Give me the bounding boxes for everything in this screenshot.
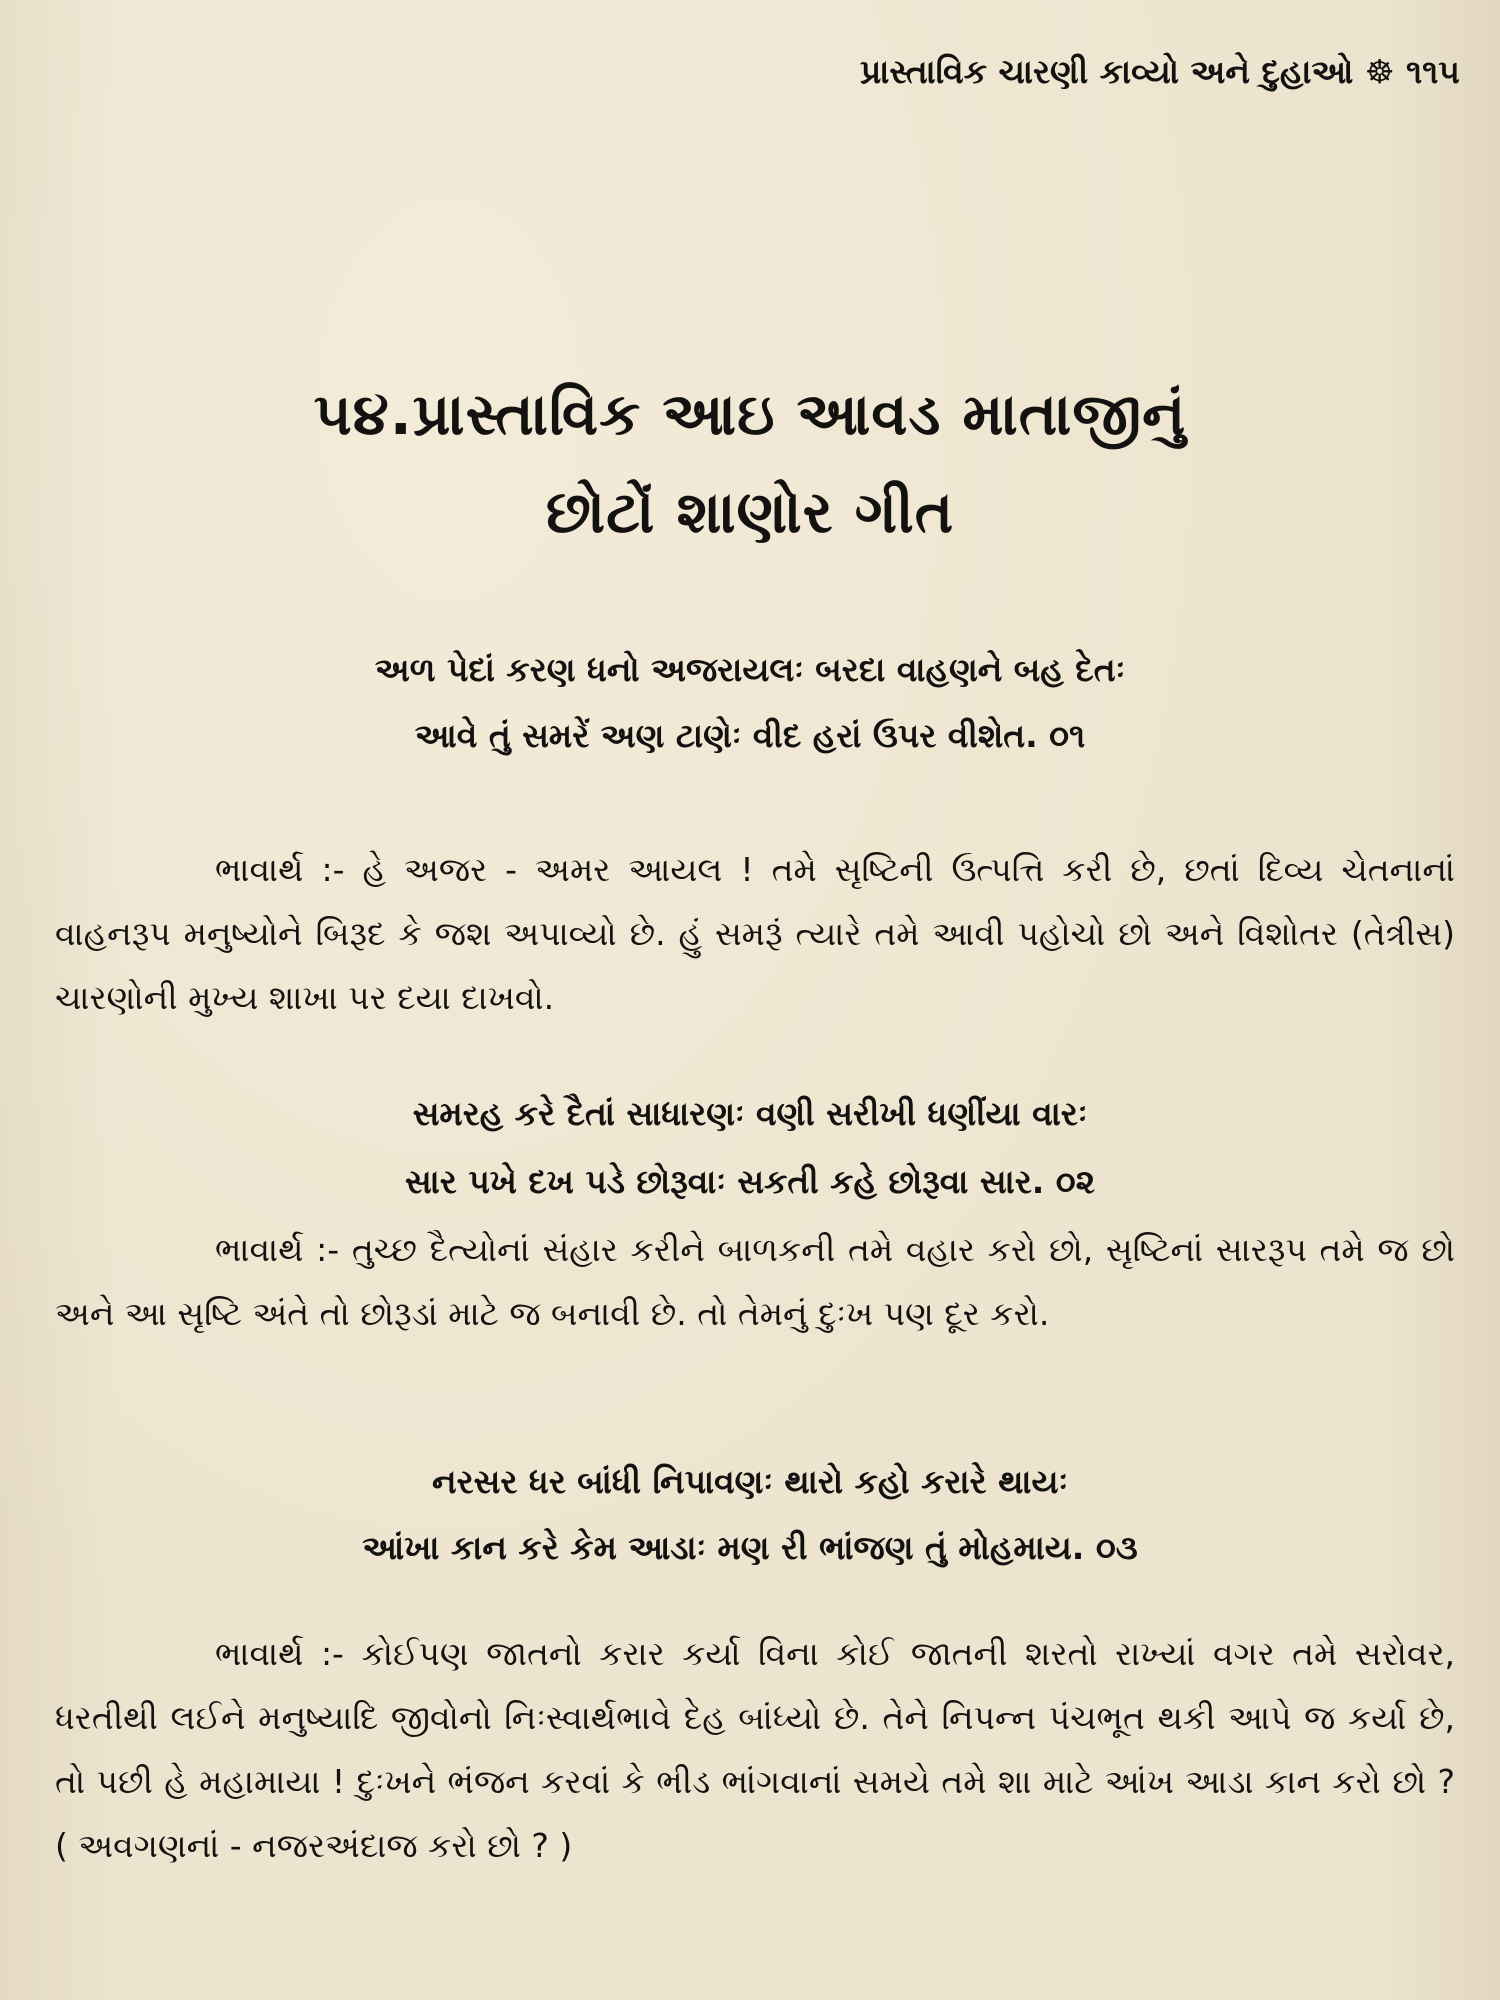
meaning-1: ભાવાર્થ :- હે અજર - અમર આયલ ! તમે સૃષ્ટિની ઉત્પત્તિ કરી છે, છતાં દિવ્ય ચેતનાનાં વાહનરૂપ મનુષ્યોને બિરૂદ કે જશ અપાવ્યો છે. હું સમરૂં ત્યારે તમે આવી પહોચો છો અને વિશોતર (તેત્રીસ) ચારણોની મુખ્ય શાખા પર દયા દાખવો. — [55, 850, 1455, 1017]
meaning-2: ભાવાર્થ :- તુચ્છ દૈત્યોનાં સંહાર કરીને બાળકની તમે વહાર કરો છો, સૃષ્ટિનાં સારરૂપ તમે જ છો અને આ સૃષ્ટિ અંતે તો છોરૂડાં માટે જ બનાવી છે. તો તેમનું દુઃખ પણ દૂર કરો. — [55, 1230, 1455, 1333]
chapter-title-line-2: છોટોં શાણોર ગીત — [545, 478, 955, 546]
chapter-title-line-1: ૫૪.પ્રાસ્તાવિક આઇ આવડ માતાજીનું — [313, 380, 1187, 448]
meaning-3: ભાવાર્થ :- કોઈપણ જાતનો કરાર કર્યા વિના કોઈ જાતની શરતો રાખ્યાં વગર તમે સરોવર, ધરતીથી લઈને મનુષ્યાદિ જીવોનો નિઃસ્વાર્થભાવે દેહ બાંધ્યો છે. તેને નિપન્ન પંચભૂત થકી આપે જ કર્યા છે, તો પછી હે મહામાયા ! દુઃખને ભંજન કરવાં કે ભીડ ભાંગવાનાં સમયે તમે શા માટે આંખ આડા કાન કરો છો ? ( અવગણનાં - નજરઅંદાજ કરો છો ? ) — [55, 1634, 1455, 1865]
verse-3-line-2: આંખા કાન કરે કેમ આડાઃ મણ રી ભાંજણ તું મોહમાય. ૦૩ — [362, 1528, 1138, 1567]
verse-2-line-1: સમરહ કરે દૈતાં સાધારણઃ વણી સરીખી ધણીંયા વારઃ — [412, 1094, 1088, 1133]
verse-1-line-2: આવે તું સમરેં અણ ટાણેઃ વીદ હરાં ઉપર વીશેત. ૦૧ — [414, 716, 1086, 755]
running-head: પ્રાસ્તાવિક ચારણી કાવ્યો અને દુહાઓ ☸ ૧૧૫ — [859, 52, 1460, 91]
verse-3-line-1: નરસર ધર બાંધી નિપાવણઃ થારો કહો કરારે થાયઃ — [431, 1462, 1068, 1501]
verse-2-line-2: સાર પખે દખ પડે છોરૂવાઃ સકતી કહે છોરૂવા સાર. ૦૨ — [404, 1162, 1096, 1201]
verse-1-line-1: અળ પેદાં કરણ ધનો અજરાયલઃ બરદા વાહણને બહ દેતઃ — [374, 650, 1126, 689]
